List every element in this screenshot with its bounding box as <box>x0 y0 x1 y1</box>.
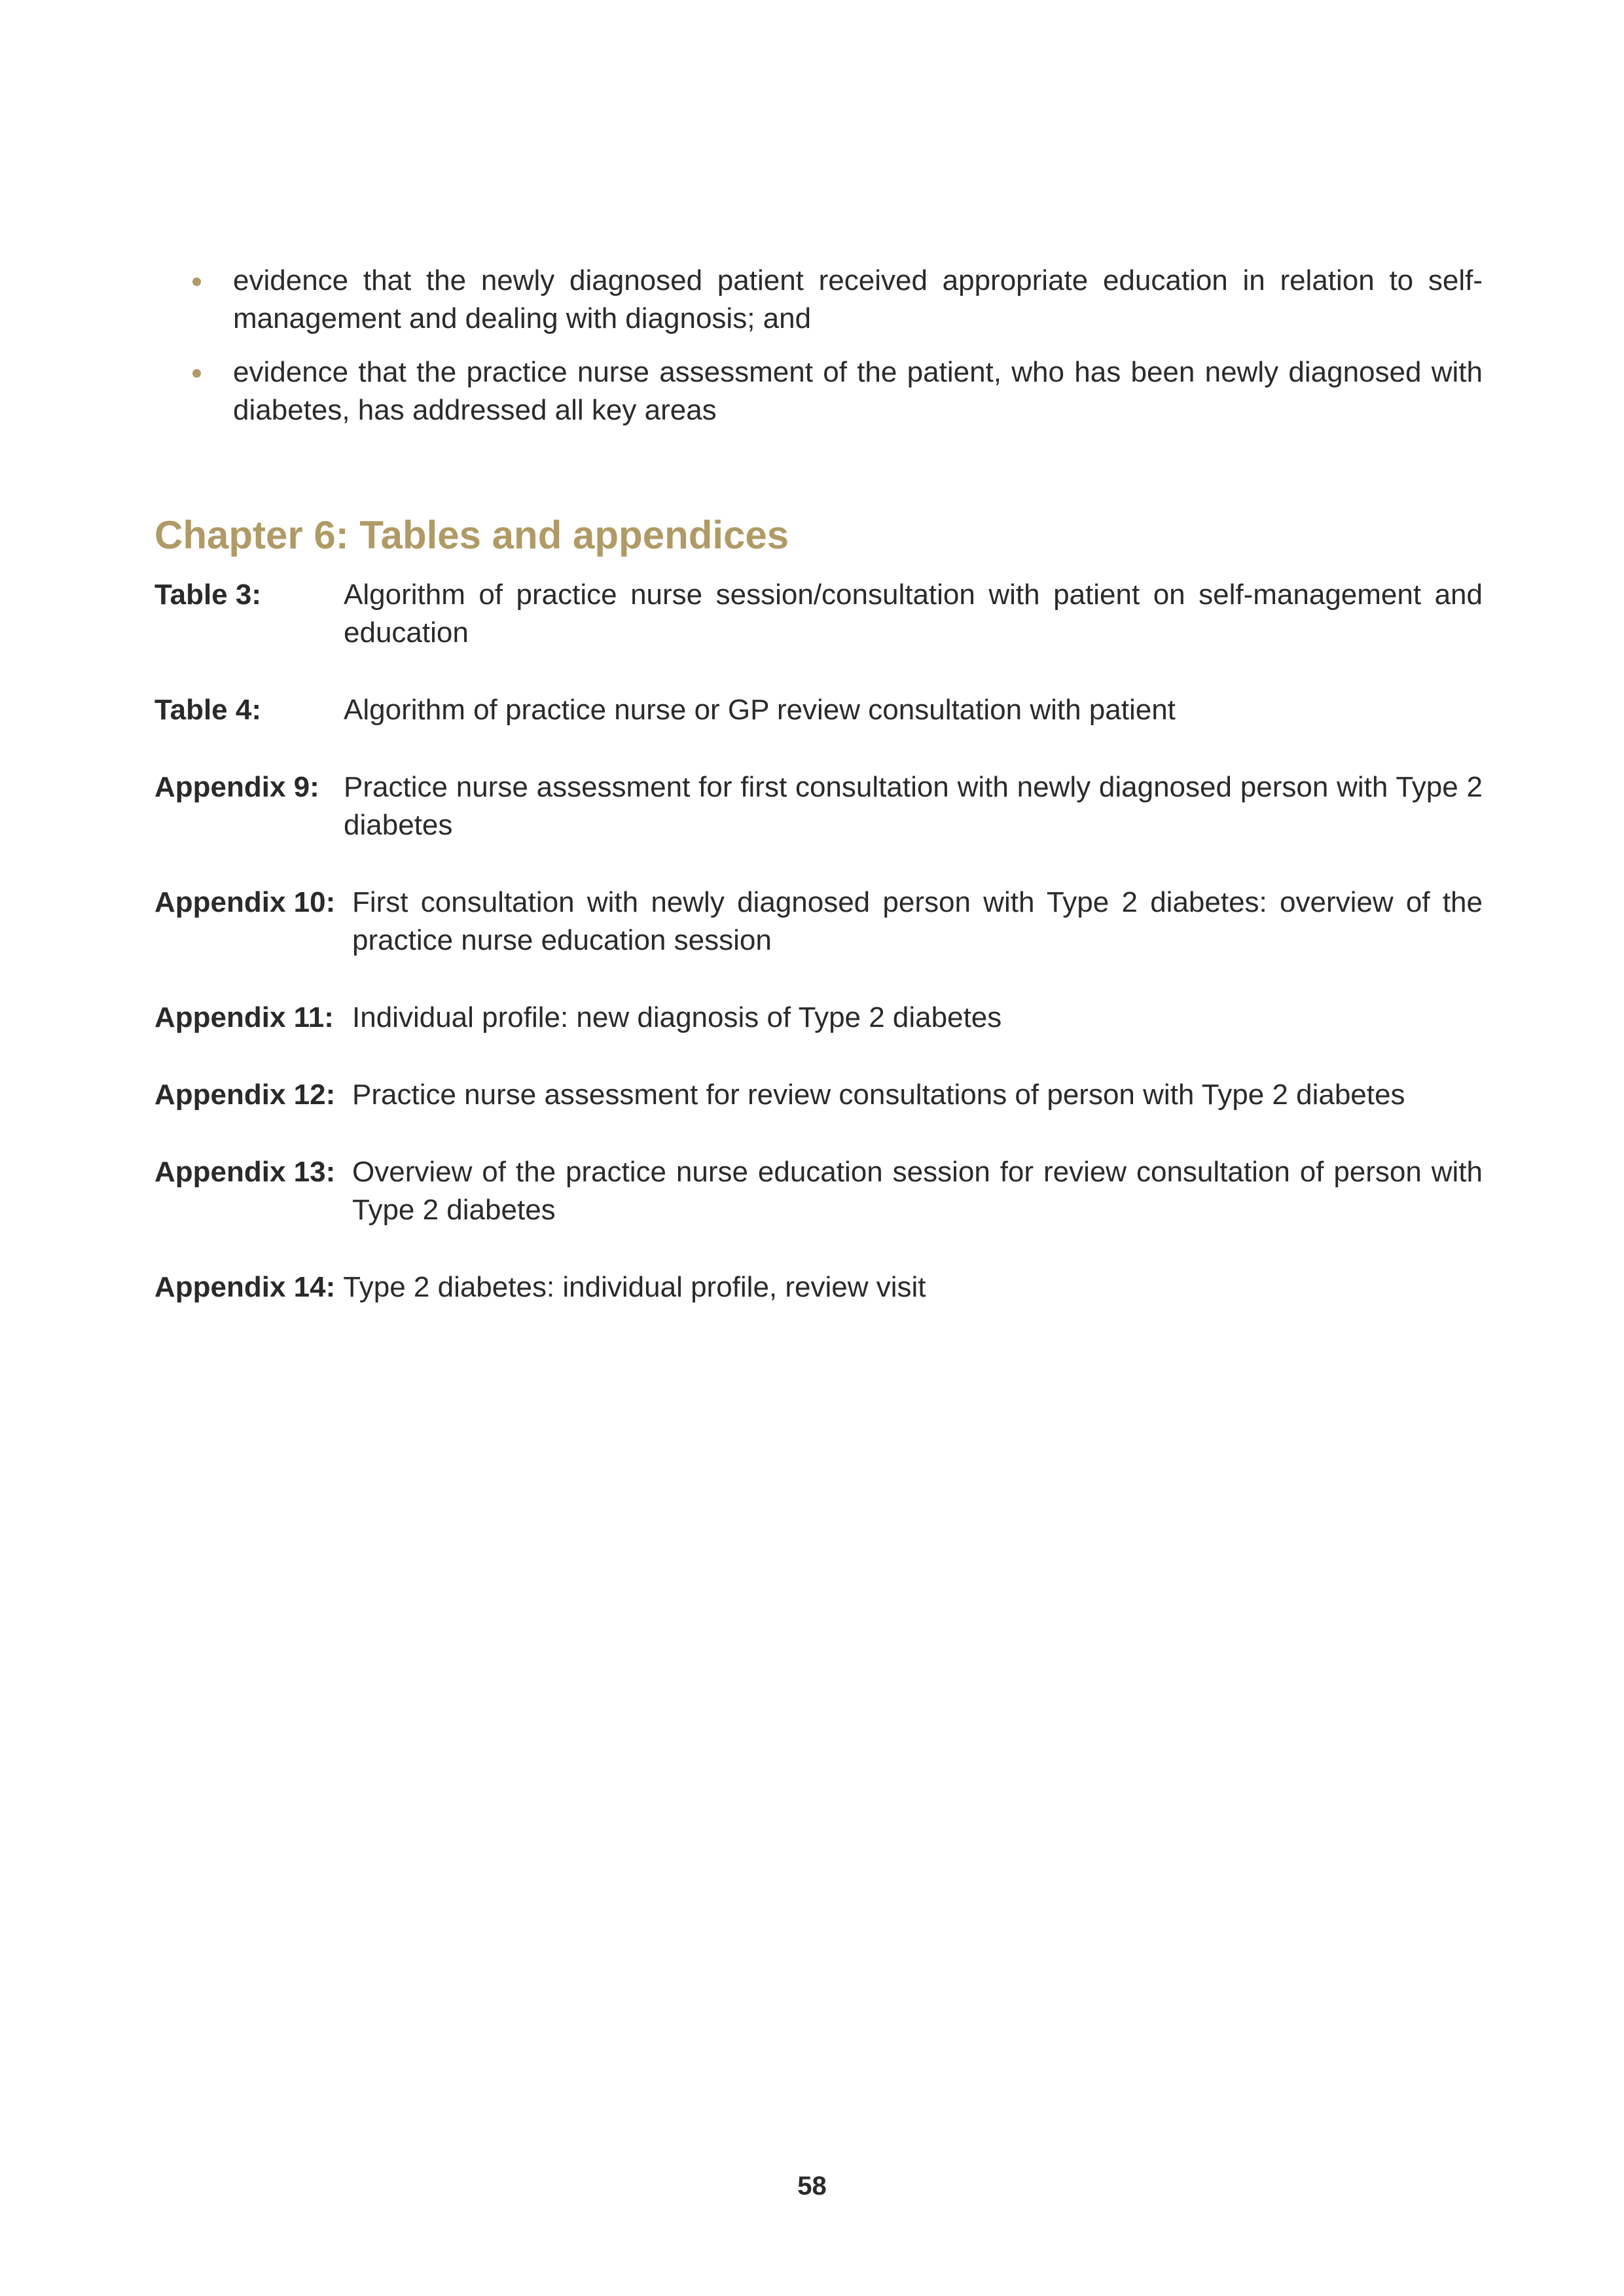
entry-label: Appendix 9: <box>154 771 319 803</box>
entry-label: Appendix 14: <box>154 1271 336 1303</box>
tables-appendices-list <box>154 576 1483 1346</box>
entry-description: Type 2 diabetes: individual profile, review visit <box>343 1271 926 1303</box>
entry-description: Practice nurse assessment for first consultation with newly diagnosed person with Type 2 diabetes <box>344 771 1483 841</box>
page-number: 58 <box>797 2172 827 2200</box>
entry-label: Appendix 11: <box>154 1001 334 1033</box>
bullet-text: evidence that the practice nurse assessment of the patient, who has been newly diagnosed with diabetes, has addressed all key areas <box>233 356 1483 426</box>
entry-label: Table 3: <box>154 579 262 611</box>
list-item <box>154 999 1483 1037</box>
list-item <box>154 1153 1483 1229</box>
entry-label: Appendix 13: <box>154 1156 336 1188</box>
bullet-list <box>189 262 1483 445</box>
entry-description: Overview of the practice nurse education session for review consultation of person with Type 2 diabetes <box>352 1156 1483 1226</box>
list-item <box>154 576 1483 652</box>
bullet-text: evidence that the newly diagnosed patient received appropriate education in relation to self-management and dealing with diagnosis; and <box>233 264 1483 334</box>
chapter-heading: Chapter 6: Tables and appendices <box>154 513 789 557</box>
bullet-icon <box>192 278 201 286</box>
entry-description: Algorithm of practice nurse or GP review consultation with patient <box>344 694 1176 726</box>
entry-label: Appendix 10: <box>154 886 336 918</box>
entry-description: First consultation with newly diagnosed person with Type 2 diabetes: overview of the practice nurse education session <box>352 886 1483 956</box>
list-item <box>154 1076 1483 1114</box>
entry-description: Practice nurse assessment for review consultations of person with Type 2 diabetes <box>352 1079 1405 1111</box>
list-item <box>154 768 1483 844</box>
entry-label: Table 4: <box>154 694 262 726</box>
list-item <box>154 884 1483 960</box>
bullet-item <box>189 353 1483 429</box>
bullet-icon <box>192 369 201 378</box>
entry-label: Appendix 12: <box>154 1079 336 1111</box>
list-item <box>154 1268 1483 1306</box>
entry-description: Individual profile: new diagnosis of Type 2 diabetes <box>352 1001 1002 1033</box>
list-item <box>154 691 1483 729</box>
bullet-item <box>189 262 1483 338</box>
entry-description: Algorithm of practice nurse session/consultation with patient on self-management and education <box>344 579 1483 649</box>
